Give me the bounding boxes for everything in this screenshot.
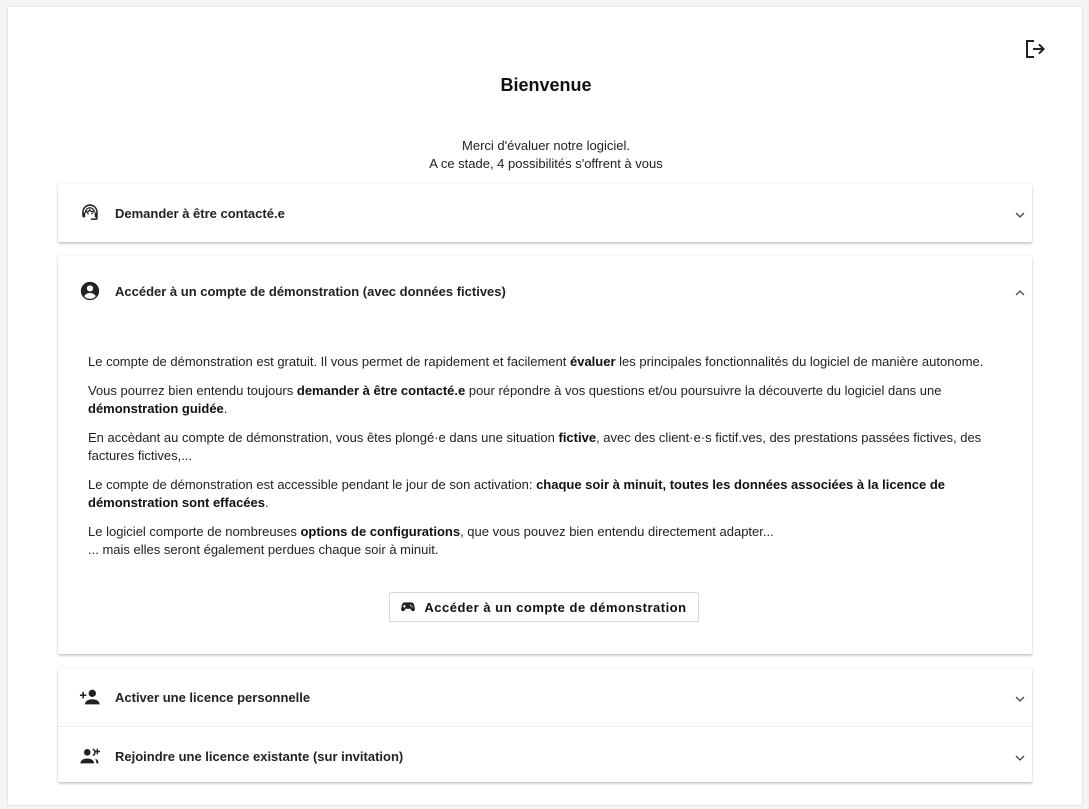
access-demo-button-label: Accéder à un compte de démonstration — [424, 599, 687, 615]
logout-icon[interactable] — [1022, 37, 1046, 61]
panel-personal-header[interactable] — [58, 668, 1032, 726]
panel-contact — [58, 184, 1032, 242]
account-circle-icon — [79, 280, 101, 302]
intro-line-1: Merci d'évaluer notre logiciel. — [462, 138, 630, 153]
panel-demo-header[interactable] — [58, 256, 1032, 326]
support-agent-icon — [79, 202, 101, 224]
demo-paragraph-1: Le compte de démonstration est gratuit. Il vous permet de rapidement et facilement évaluer les principales fonctionnalités du logiciel de manière autonome. — [88, 354, 984, 369]
panel-demo — [58, 256, 1032, 654]
gamepad-icon — [401, 601, 415, 613]
panel-demo-content — [88, 353, 1008, 570]
demo-paragraph-4: Le compte de démonstration est accessible pendant le jour de son activation: chaque soir à minuit, toutes les données associées à la licence de démonstration sont effacées. — [88, 477, 945, 510]
panel-contact-label: Demander à être contacté.e — [115, 205, 285, 221]
access-demo-button[interactable] — [389, 592, 699, 622]
panel-join-header[interactable] — [58, 726, 1032, 785]
panel-personal-label: Activer une licence personnelle — [115, 689, 311, 705]
panel-licenses — [58, 668, 1032, 782]
intro-line-2: A ce stade, 4 possibilités s'offrent à vous — [429, 156, 663, 171]
chevron-up-icon — [1014, 286, 1026, 298]
chevron-down-icon — [1014, 692, 1026, 704]
demo-paragraph-5: Le logiciel comporte de nombreuses options de configurations, que vous pouvez bien entendu directement adapter... ... mais elles seront également perdues chaque soir à minuit. — [88, 524, 774, 557]
chevron-down-icon — [1014, 208, 1026, 220]
demo-paragraph-3: En accèdant au compte de démonstration, vous êtes plongé·e dans une situation fictive, avec des client·e·s fictif.ves, des prestations passées fictives, des factures fictives,... — [88, 430, 982, 463]
intro-text — [8, 137, 1084, 173]
demo-paragraph-2: Vous pourrez bien entendu toujours demander à être contacté.e pour répondre à vos questions et/ou poursuivre la découverte du logiciel dans une démonstration guidée. — [88, 383, 942, 416]
welcome-card — [7, 6, 1083, 806]
page-title: Bienvenue — [500, 75, 592, 95]
panel-demo-label: Accéder à un compte de démonstration (avec données fictives) — [115, 283, 506, 299]
group-add-icon — [79, 745, 101, 767]
panel-contact-header[interactable] — [58, 184, 1032, 242]
person-add-icon — [79, 686, 101, 708]
panel-join-label: Rejoindre une licence existante (sur invitation) — [115, 748, 404, 764]
chevron-down-icon — [1014, 751, 1026, 763]
